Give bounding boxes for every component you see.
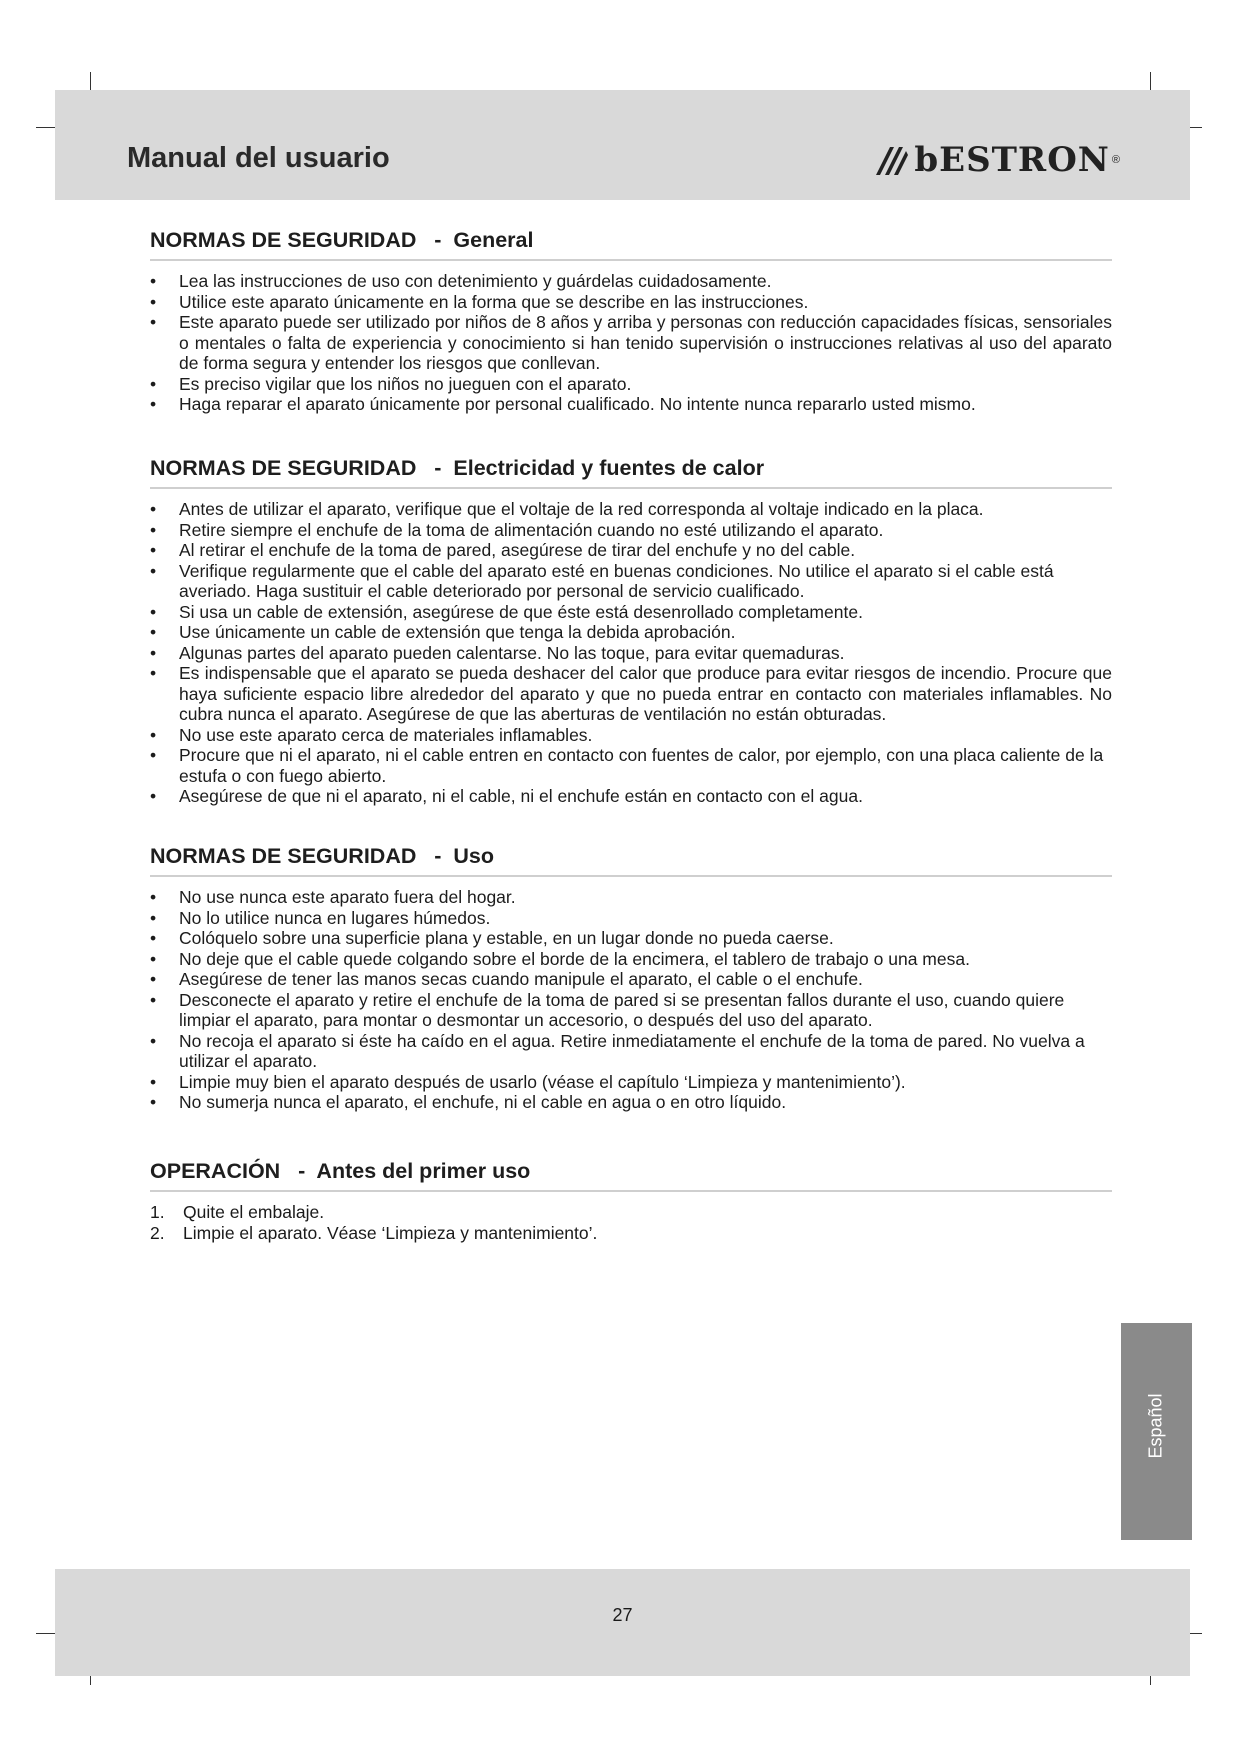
- step-number: 1.: [150, 1202, 165, 1222]
- bullet-list: [150, 887, 1112, 1113]
- list-item: • Si usa un cable de extensión, asegúrese de que éste está desenrollado completamente.: [150, 602, 1112, 623]
- list-item: • Verifique regularmente que el cable del aparato esté en buenas condiciones. No utilice el aparato si el cable está averiado. Haga sustituir el cable deteriorado por personal de servicio cualificado.: [150, 561, 1112, 602]
- section-title: NORMAS DE SEGURIDAD - Uso: [150, 844, 1112, 877]
- bullet-list: [150, 499, 1112, 807]
- header-band: [55, 90, 1190, 200]
- list-item: • No sumerja nunca el aparato, el enchufe, ni el cable en agua o en otro líquido.: [150, 1092, 1112, 1113]
- section-electricidad: [150, 456, 1112, 807]
- list-item: [150, 1223, 1112, 1244]
- list-item: • Limpie muy bien el aparato después de usarlo (véase el capítulo ‘Limpieza y mantenimiento’).: [150, 1072, 1112, 1093]
- section-title: NORMAS DE SEGURIDAD - Electricidad y fuentes de calor: [150, 456, 1112, 489]
- list-item: [150, 1202, 1112, 1223]
- language-label: Español: [1145, 1393, 1166, 1459]
- brand-name: bESTRON: [914, 140, 1110, 180]
- list-item: • Retire siempre el enchufe de la toma de alimentación cuando no esté utilizando el aparato.: [150, 520, 1112, 541]
- section-uso: [150, 844, 1112, 1113]
- list-item: • No recoja el aparato si éste ha caído en el agua. Retire inmediatamente el enchufe de la toma de pared. No vuelva a utilizar el aparato.: [150, 1031, 1112, 1072]
- step-text: Limpie el aparato. Véase ‘Limpieza y mantenimiento’.: [183, 1222, 598, 1243]
- list-item: • Este aparato puede ser utilizado por niños de 8 años y arriba y personas con reducción capacidades físicas, sensoriales o mentales o falta de experiencia y conocimiento si han tenido supervisión o instrucciones relativas al uso del aparato de forma segura y entender los riesgos que conllevan.: [150, 312, 1112, 374]
- list-item: • No use nunca este aparato fuera del hogar.: [150, 887, 1112, 908]
- section-general: [150, 228, 1112, 415]
- section-title: NORMAS DE SEGURIDAD - General: [150, 228, 1112, 261]
- list-item: • Colóquelo sobre una superficie plana y estable, en un lugar donde no pueda caerse.: [150, 928, 1112, 949]
- list-item: • Utilice este aparato únicamente en la forma que se describe en las instrucciones.: [150, 292, 1112, 313]
- list-item: • Al retirar el enchufe de la toma de pared, asegúrese de tirar del enchufe y no del cable.: [150, 540, 1112, 561]
- list-item: • Antes de utilizar el aparato, verifique que el voltaje de la red corresponda al voltaje indicado en la placa.: [150, 499, 1112, 520]
- list-item: • Lea las instrucciones de uso con detenimiento y guárdelas cuidadosamente.: [150, 271, 1112, 292]
- section-operacion: [150, 1159, 1112, 1243]
- footer-band: [55, 1569, 1190, 1676]
- page-number: 27: [612, 1605, 633, 1625]
- language-tab: [1121, 1323, 1192, 1540]
- list-item: • Desconecte el aparato y retire el enchufe de la toma de pared si se presentan fallos durante el uso, cuando quiere limpiar el aparato, para montar o desmontar un accesorio, o después del uso del aparato.: [150, 990, 1112, 1031]
- list-item: • Algunas partes del aparato pueden calentarse. No las toque, para evitar quemaduras.: [150, 643, 1112, 664]
- list-item: • No use este aparato cerca de materiales inflamables.: [150, 725, 1112, 746]
- list-item: • Es indispensable que el aparato se pueda deshacer del calor que produce para evitar riesgos de incendio. Procure que haya suficiente espacio libre alrededor del aparato y que no pueda entrar en contacto con materiales inflamables. No cubra nunca el aparato. Asegúrese de que las aberturas de ventilación no están obturadas.: [150, 663, 1112, 725]
- list-item: • Haga reparar el aparato únicamente por personal cualificado. No intente nunca repararlo usted mismo.: [150, 394, 1112, 415]
- registered-mark: ®: [1111, 154, 1120, 166]
- list-item: • No lo utilice nunca en lugares húmedos.: [150, 908, 1112, 929]
- list-item: • Procure que ni el aparato, ni el cable entren en contacto con fuentes de calor, por ejemplo, con una placa caliente de la estufa o con fuego abierto.: [150, 745, 1112, 786]
- section-title: OPERACIÓN - Antes del primer uso: [150, 1159, 1112, 1192]
- bestron-arrows-icon: [874, 143, 910, 177]
- step-number: 2.: [150, 1222, 165, 1243]
- numbered-list: [150, 1202, 1112, 1243]
- bullet-list: [150, 271, 1112, 415]
- list-item: • No deje que el cable quede colgando sobre el borde de la encimera, el tablero de trabajo o una mesa.: [150, 949, 1112, 970]
- step-text: Quite el embalaje.: [183, 1202, 325, 1222]
- list-item: • Asegúrese de que ni el aparato, ni el cable, ni el enchufe están en contacto con el agua.: [150, 786, 1112, 807]
- page-title: Manual del usuario: [127, 142, 390, 174]
- list-item: • Use únicamente un cable de extensión que tenga la debida aprobación.: [150, 622, 1112, 643]
- brand-logo: [874, 140, 1120, 180]
- list-item: • Asegúrese de tener las manos secas cuando manipule el aparato, el cable o el enchufe.: [150, 969, 1112, 990]
- list-item: • Es preciso vigilar que los niños no jueguen con el aparato.: [150, 374, 1112, 395]
